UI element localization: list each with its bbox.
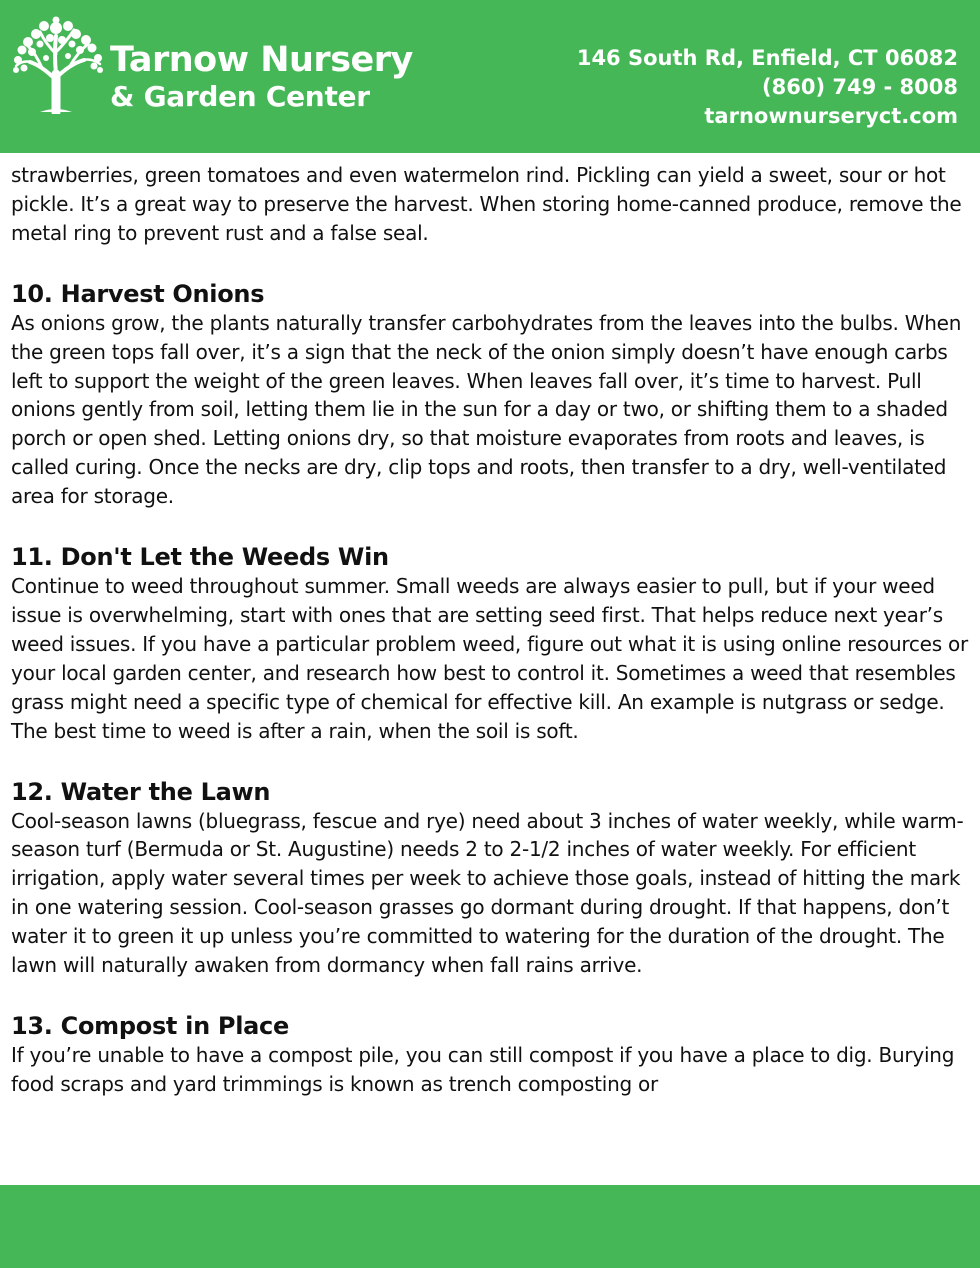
section-title: 11. Don't Let the Weeds Win: [11, 543, 389, 572]
section-weeds: [11, 540, 976, 745]
page-footer: [0, 1185, 980, 1268]
brand-line-2: & Garden Center: [110, 80, 370, 113]
phone[interactable]: (860) 749 - 8008: [762, 75, 958, 99]
section-harvest-onions: [11, 277, 976, 511]
section-body: Continue to weed throughout summer. Small weeds are always easier to pull, but if your weed issue is overwhelming, start with ones that are setting seed first. That helps reduce next year’s weed issues. If you have a particular problem weed, figure out what it is using online resources or your local garden center, and research how best to control it. Sometimes a weed that resembles grass might need a specific type of chemical for effective kill. An example is nutgrass or sedge. The best time to weed is after a rain, when the soil is soft.: [11, 574, 968, 743]
section-body: As onions grow, the plants naturally transfer carbohydrates from the leaves into the bulbs. When the green tops fall over, it’s a sign that the neck of the onion simply doesn’t have enough carbs left to support the weight of the green leaves. When leaves fall over, it’s time to harvest. Pull onions gently from soil, letting them lie in the sun for a day or two, or shifting them to a shaded porch or open shed. Letting onions dry, so that moisture evaporates from roots and leaves, is called curing. Once the necks are dry, clip tops and roots, then transfer to a dry, well-ventilated area for storage.: [11, 310, 962, 509]
section-body: Cool-season lawns (bluegrass, fescue and rye) need about 3 inches of water weekly, while warm-season turf (Bermuda or St. Augustine) needs 2 to 2-1/2 inches of water weekly. For efficient irrigation, apply water several times per week to achieve those goals, instead of hitting the mark in one watering session. Cool-season grasses go dormant during drought. If that happens, don’t water it to green it up unless you’re committed to watering for the duration of the drought. The lawn will naturally awaken from dormancy when fall rains arrive.: [11, 808, 964, 978]
address: 146 South Rd, Enfield, CT 06082: [576, 46, 958, 70]
page-header: [0, 0, 980, 153]
section-title: 10. Harvest Onions: [11, 279, 265, 308]
section-compost: [11, 1009, 976, 1099]
intro-paragraph: strawberries, green tomatoes and even watermelon rind. Pickling can yield a sweet, sour or hot pickle. It’s a great way to preserve the harvest. When storing home-canned produce, remove the metal ring to prevent rust and a false seal.: [11, 163, 962, 245]
section-title: 13. Compost in Place: [11, 1011, 289, 1040]
section-body: If you’re unable to have a compost pile, you can still compost if you have a place to dig. Burying food scraps and yard trimmings is known as trench composting or: [11, 1042, 955, 1096]
brand-line-1: Tarnow Nursery: [110, 40, 413, 80]
tree-icon: [12, 14, 104, 114]
website-link[interactable]: tarnownurseryct.com: [704, 104, 958, 128]
section-water-lawn: [11, 775, 976, 980]
contact-info: [577, 44, 958, 131]
section-title: 12. Water the Lawn: [11, 777, 271, 806]
article-content: [11, 161, 976, 1099]
brand-name: [110, 40, 413, 114]
